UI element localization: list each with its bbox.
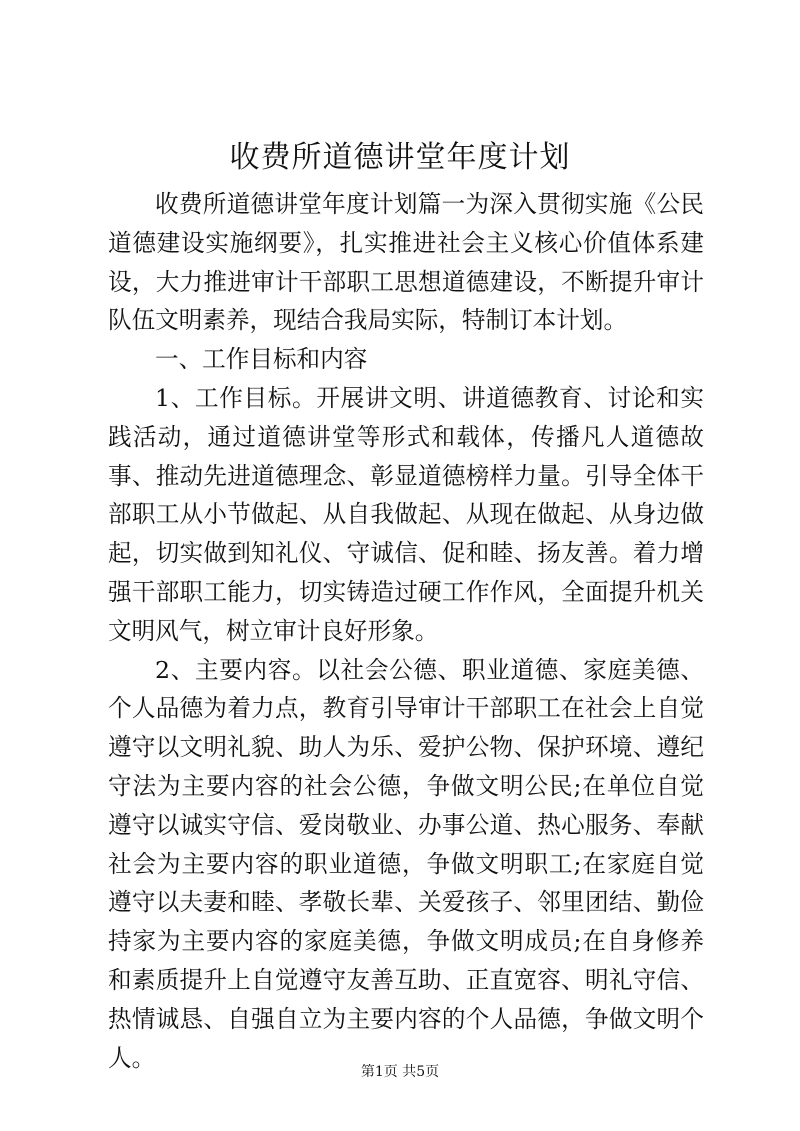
document-title: 收费所道德讲堂年度计划 [229, 140, 571, 175]
paragraph-main-content: 2、主要内容。以社会公德、职业道德、家庭美德、个人品德为着力点，教育引导审计干部职工在社会上自觉遵守以文明礼貌、助人为乐、爱护公物、保护环境、遵纪守法为主要内容的社会公德，争做文明公民;在单位自觉遵守以诚实守信、爱岗敬业、办事公道、热心服务、奉献社会为主要内容的职业道德，争做文明职工;在家庭自觉遵守以夫妻和睦、孝敬长辈、关爱孩子、邻里团结、勤俭持家为主要内容的家庭美德，争做文明成员;在自身修养和素质提升上自觉遵守友善互助、正直宽容、明礼守信、热情诚恳、自强自立为主要内容的个人品德，争做文明个人。 [108, 655, 704, 1072]
page-footer: 第1页 共5页 [360, 1064, 440, 1080]
section-heading: 一、工作目标和内容 [155, 345, 368, 374]
paragraph-work-goal: 1、工作目标。开展讲文明、讲道德教育、讨论和实践活动，通过道德讲堂等形式和载体，传播凡人道德故事、推动先进道德理念、彰显道德榜样力量。引导全体干部职工从小节做起、从自我做起、从现在做起、从身边做起，切实做到知礼仪、守诚信、促和睦、扬友善。着力增强干部职工能力，切实铸造过硬工作作风，全面提升机关文明风气，树立审计良好形象。 [108, 383, 704, 645]
paragraph-intro: 收费所道德讲堂年度计划篇一为深入贯彻实施《公民道德建设实施纲要》，扎实推进社会主义核心价值体系建设，大力推进审计干部职工思想道德建设，不断提升审计队伍文明素养，现结合我局实际，特制订本计划。 [108, 190, 704, 335]
document-body [108, 185, 704, 1077]
